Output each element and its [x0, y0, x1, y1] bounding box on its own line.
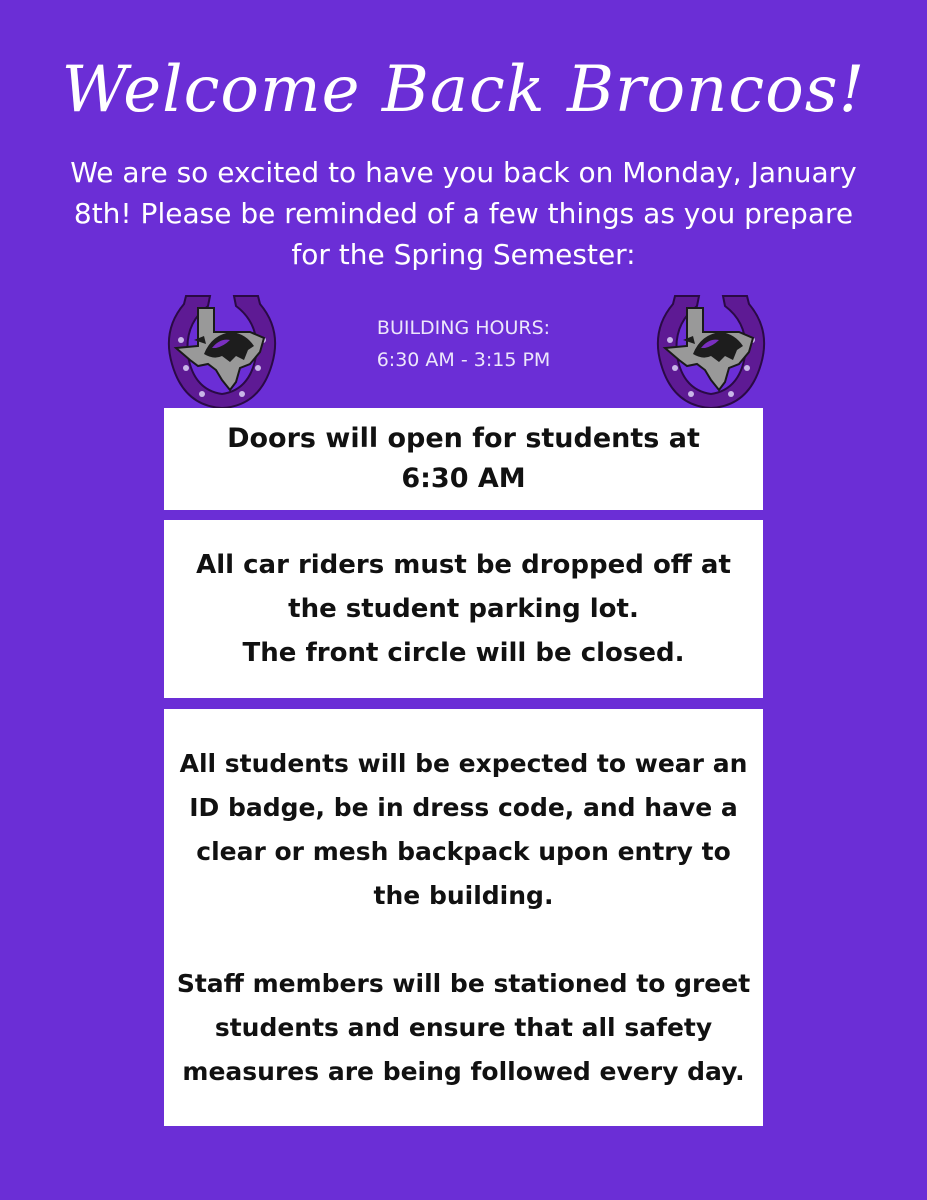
car-riders-line-1: All car riders must be dropped off at: [196, 550, 731, 580]
expectations-notice: [164, 709, 763, 1126]
car-riders-notice: [164, 520, 763, 698]
doors-notice: [164, 408, 763, 510]
building-hours: [300, 312, 627, 376]
bronco-horseshoe-logo-left: [164, 290, 280, 412]
intro-text: We are so excited to have you back on Monday, January 8th! Please be reminded of a few things as you prepare for the Spring Semester:: [70, 156, 857, 271]
car-riders-line-2: the student parking lot.: [288, 594, 639, 624]
doors-notice-line-2: 6:30 AM: [401, 463, 526, 494]
bronco-horseshoe-logo-right: [653, 290, 769, 412]
page-title: Welcome Back Broncos!: [61, 53, 866, 127]
building-hours-label: BUILDING HOURS:: [376, 317, 551, 339]
doors-notice-line-1: Doors will open for students at: [227, 423, 700, 454]
building-hours-time: 6:30 AM - 3:15 PM: [376, 349, 551, 371]
staff-text: Staff members will be stationed to greet students and ensure that all safety measures are being followed every day.: [176, 968, 751, 1086]
car-riders-line-3: The front circle will be closed.: [242, 638, 685, 668]
expectations-text: All students will be expected to wear an ID badge, be in dress code, and have a clear or mesh backpack upon entry to the building.: [179, 748, 748, 910]
